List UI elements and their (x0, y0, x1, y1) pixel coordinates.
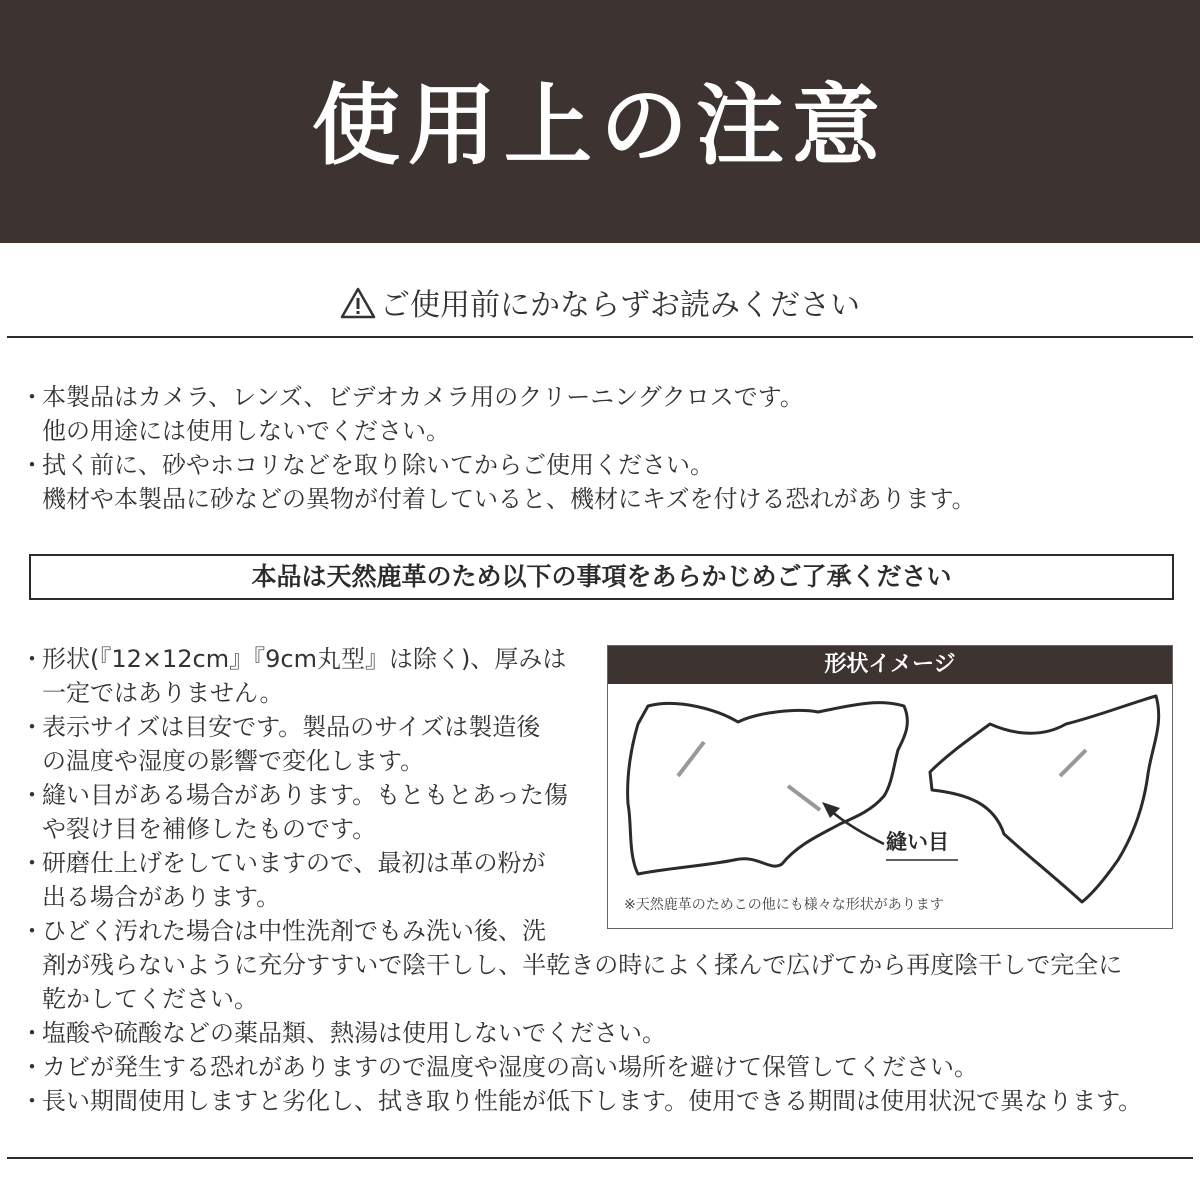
shape-panel-title: 形状イメージ (608, 646, 1172, 684)
list-item-line: 乾かしてください。 (42, 985, 258, 1013)
natural-leather-notice: 本品は天然鹿革のため以下の事項をあらかじめご了承ください (29, 554, 1174, 600)
list-item-line: や裂け目を補修したものです。 (42, 815, 377, 843)
list-item-line: 他の用途には使用しないでください。 (42, 417, 450, 445)
seam-label: 縫い目 (886, 830, 949, 854)
list-item-line: ・ 塩酸や硫酸などの薬品類、熱湯は使用しないでください。 (42, 1019, 666, 1047)
list-item (28, 380, 1188, 448)
list-item-line: 剤が残らないように充分すすいで陰干しし、半乾きの時によく揉んで広げてから再度陰干しで完全に (42, 951, 1123, 979)
page-title: 使用上の注意 (311, 73, 888, 177)
list-item-line: 出る場合があります。 (42, 883, 281, 911)
list-item-line: ・ 研磨仕上げをしていますので、最初は革の粉が (42, 849, 546, 877)
list-item-line: ・ ひどく汚れた場合は中性洗剤でもみ洗い後、洗 (42, 917, 546, 945)
list-item-line: ・ 形状(『12×12cm』『9cm丸型』は除く)、厚みは (42, 645, 567, 673)
warning-icon (340, 287, 376, 319)
list-item-line: ・ カビが発生する恐れがありますので温度や湿度の高い場所を避けて保管してください。 (42, 1053, 978, 1081)
list-item (28, 1016, 1188, 1050)
list-item (28, 448, 1188, 516)
leather-piece-left (628, 703, 908, 874)
seam-mark (788, 786, 820, 810)
list-item-line: ・ 長い期間使用しますと劣化し、拭き取り性能が低下します。使用できる期間は使用状況で異なります。 (42, 1087, 1143, 1115)
list-item (28, 914, 1188, 1016)
shape-image-panel (607, 645, 1173, 929)
list-item-line: の温度や湿度の影響で変化します。 (42, 747, 425, 775)
list-item-line: 一定ではありません。 (42, 679, 284, 707)
seam-mark (1060, 750, 1086, 776)
list-item-line: ・ 表示サイズは目安です。製品のサイズは製造後 (42, 713, 541, 741)
divider-bottom (7, 1157, 1193, 1159)
leather-shape-illustration (608, 684, 1172, 928)
list-item-line: ・ 縫い目がある場合があります。もともとあった傷 (42, 781, 568, 809)
notice-text: ご使用前にかならずお読みください (380, 288, 860, 323)
list-item-line: ・ 本製品はカメラ、レンズ、ビデオカメラ用のクリーニングクロスです。 (42, 383, 804, 411)
divider-top (7, 336, 1193, 338)
list-item (28, 1084, 1188, 1118)
leather-piece-right (930, 696, 1159, 902)
list-item-line: ・ 拭く前に、砂やホコリなどを取り除いてからご使用ください。 (42, 451, 714, 479)
list-item-line: 機材や本製品に砂などの異物が付着していると、機材にキズを付ける恐れがあります。 (42, 485, 976, 513)
read-before-use-notice (0, 285, 1200, 327)
list-item (28, 1050, 1188, 1084)
shape-note: ※天然鹿革のためこの他にも様々な形状があります (624, 897, 944, 913)
seam-mark (678, 742, 704, 776)
intro-list (28, 380, 1188, 516)
header-banner (0, 0, 1200, 243)
